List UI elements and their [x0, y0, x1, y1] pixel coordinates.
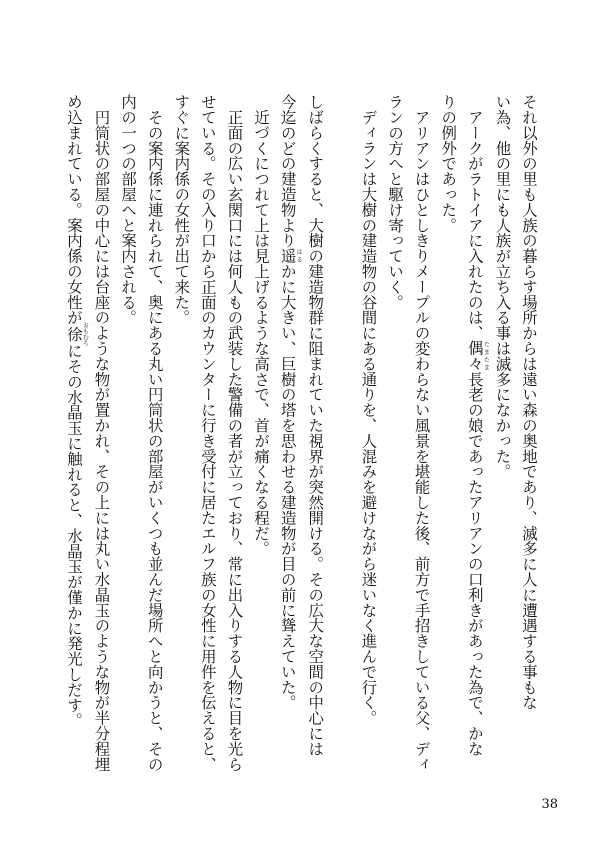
text-line: せている。その入り口から正面のカウンターに行き受付に居たエルフ族の女性に用件を伝えると、 — [198, 94, 217, 772]
text-line: 正面の広い玄関口には何人もの武装した警備の者が立っており、常に出入りする人物に目を光ら — [225, 94, 244, 772]
ruby-omomuro: 徐おもむろ — [64, 322, 89, 346]
text-line: ランの方へと駆け寄っていく。 — [386, 94, 405, 310]
text-line: すぐに案内係の女性が出て来た。 — [172, 94, 191, 325]
text-line: りの例外であった。 — [439, 94, 458, 233]
text-line: め込まれている。案内係の女性が徐おもむろにその水晶玉に触れると、水晶玉が僅かに発光しだす。 — [64, 94, 89, 729]
text-tail: に触れると、水晶玉が僅かに発光しだす。 — [64, 435, 83, 729]
text-line: しばらくすると、大樹の建造物群に阻まれていた視界が突然開ける。その広大な空間の中心には — [306, 94, 325, 757]
text-line: 円筒状の部屋の中心には台座のような物が置かれ、その上には丸い水晶玉のような物が半分程埋 — [92, 94, 111, 772]
text-line: アークがラトイアに入れたのは、偶々たまたま長老の娘であったアリアンの口利きがあった為で、かな — [465, 94, 490, 757]
text-line: 内の一つの部屋へと案内される。 — [119, 94, 138, 325]
text-line: アリアンはひとしきりメープルの変わらない風景を堪能した後、前方で手招きしている父、ディ — [412, 94, 431, 772]
page-number: 38 — [541, 797, 558, 812]
ruby-haruka: 遥はる — [278, 248, 303, 264]
text-line: い為、他の里にも人族が立ち入る事は滅多になかった。 — [493, 94, 512, 479]
text-line: ディランは大樹の建造物の谷間にある通りを、人混みを避けながら迷いなく進んで行く。 — [359, 94, 378, 726]
ruby-tamatama: 偶々たまたま — [465, 340, 490, 372]
text-line: 近づくにつれて上は見上げるような高さで、首が痛くなる程だ。 — [252, 94, 271, 556]
vertical-text-body — [60, 94, 542, 772]
text-line: それ以外の里も人族の暮らす場所からは遠い森の奥地であり、滅多に人に遭遇する事もな — [520, 94, 538, 710]
text-line: 今迄のどの建造物より遥はるかに大きい、巨樹の塔を思わせる建造物が目の前に聳えていた。 — [278, 94, 303, 711]
paragraph-gap — [328, 94, 355, 714]
text-line: その案内係に連れられて、奥にある丸い円筒状の部屋がいくつも並んだ場所へと向かうと、その — [145, 94, 164, 772]
